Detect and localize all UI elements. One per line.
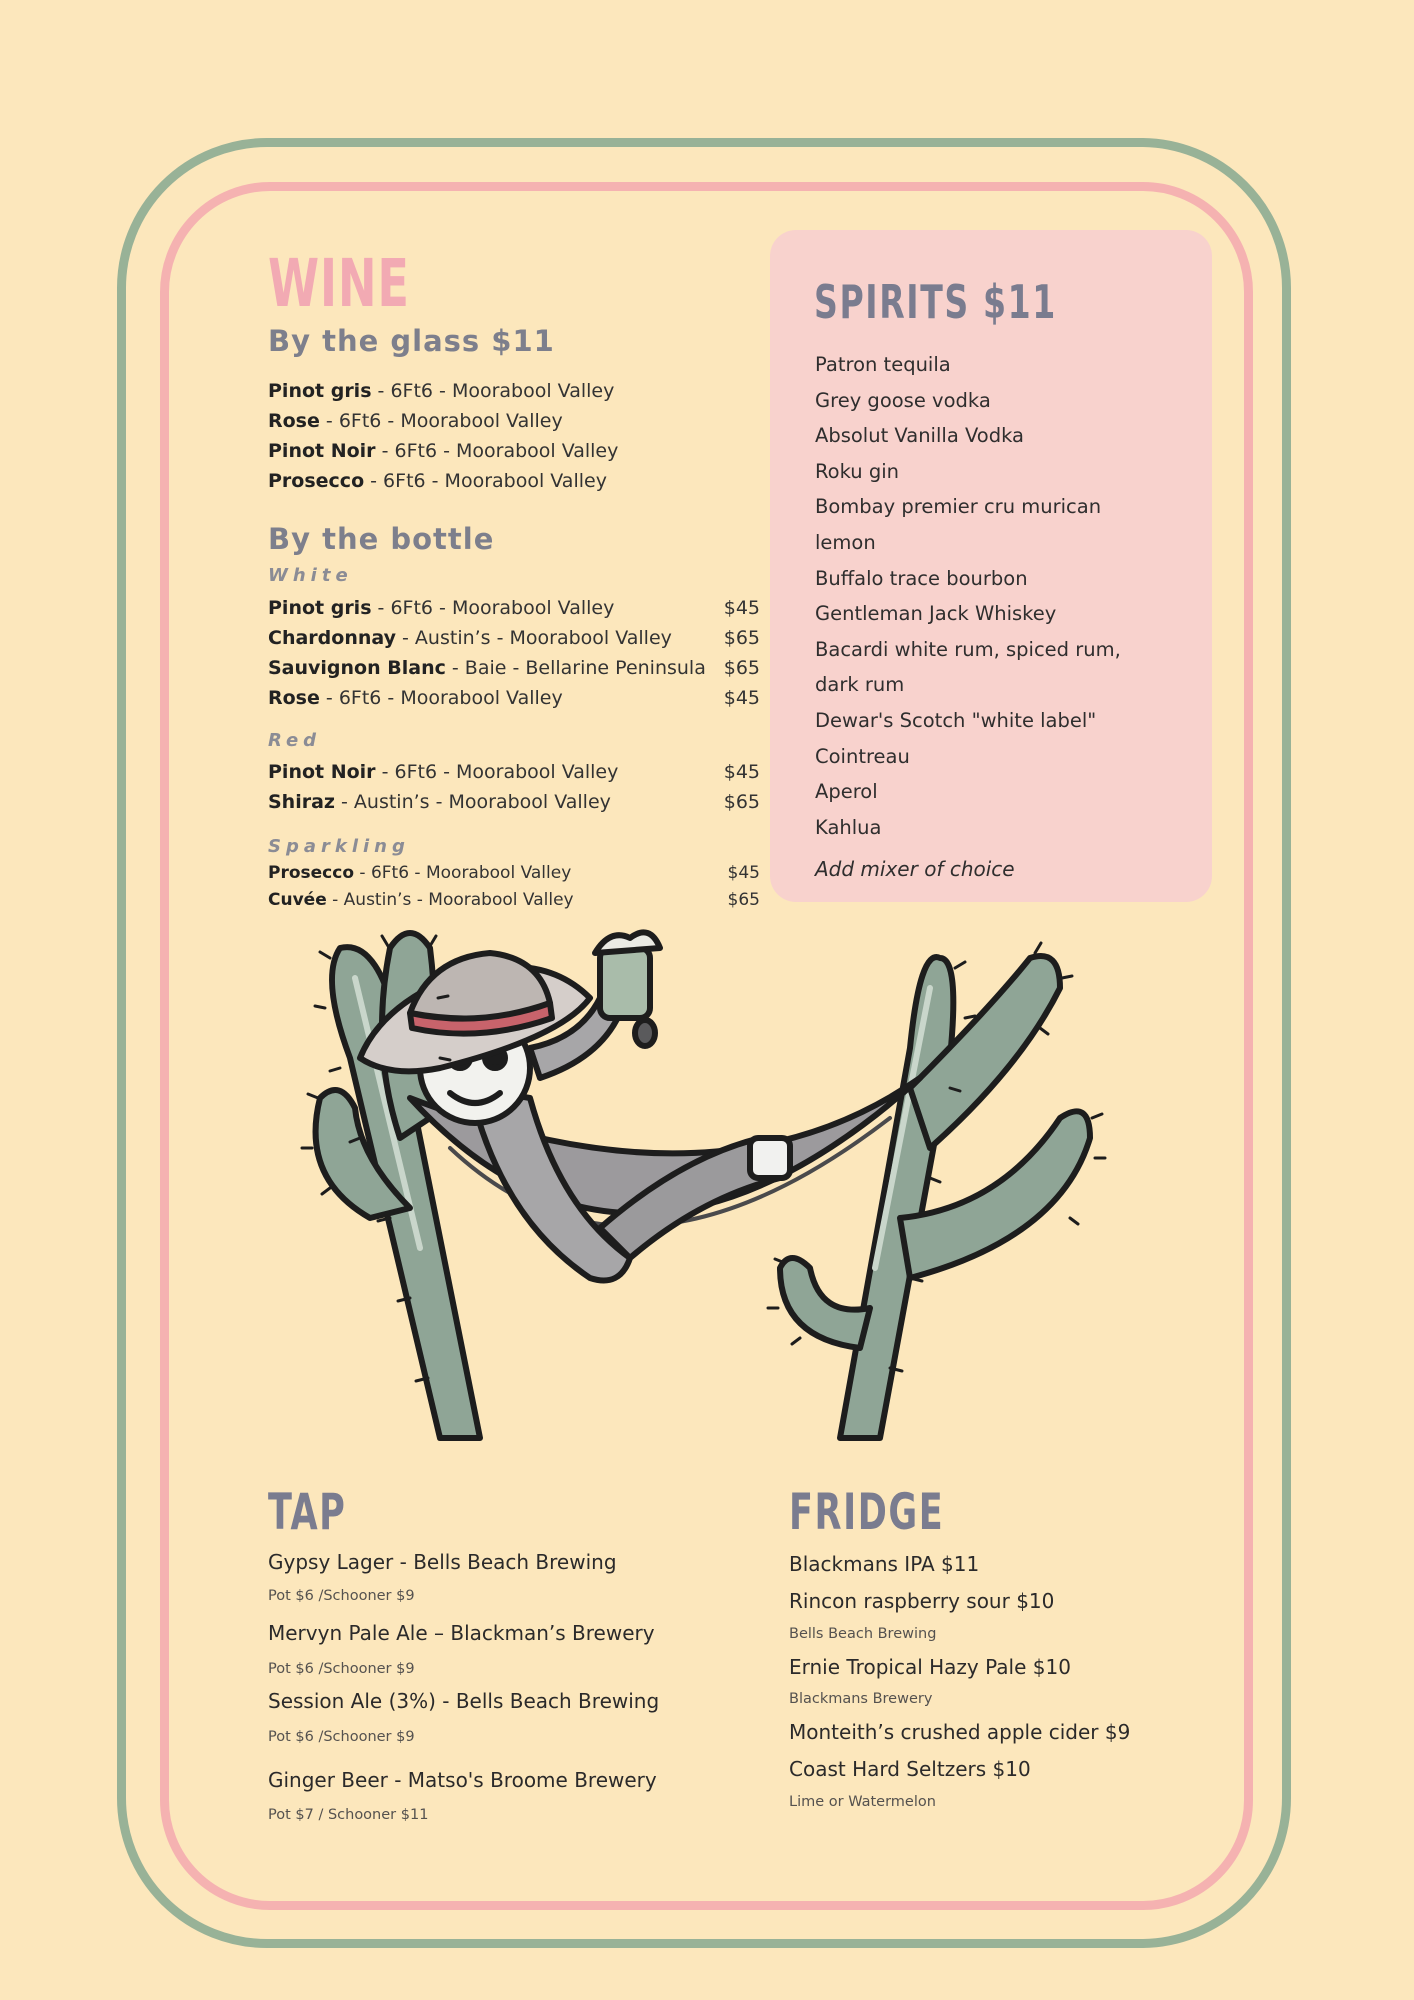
tap-item-name: Gypsy Lager - Bells Beach Brewing xyxy=(268,1550,617,1574)
list-item: Prosecco - 6Ft6 - Moorabool Valley xyxy=(268,470,607,492)
list-item: Shiraz - Austin’s - Moorabool Valley $65 xyxy=(268,791,760,813)
list-item: Pinot gris - 6Ft6 - Moorabool Valley $45 xyxy=(268,597,760,619)
fridge-title: FRIDGE xyxy=(789,1483,945,1541)
list-item: Pinot gris - 6Ft6 - Moorabool Valley xyxy=(268,380,615,402)
list-item: Kahlua xyxy=(815,815,882,839)
fridge-item-name: Blackmans IPA $11 xyxy=(789,1552,980,1576)
list-item: Chardonnay - Austin’s - Moorabool Valley $65 xyxy=(268,627,760,649)
list-item: lemon xyxy=(815,530,876,554)
tap-item-price: Pot $6 /Schooner $9 xyxy=(268,1588,415,1604)
list-item: Dewar's Scotch "white label" xyxy=(815,708,1097,732)
tap-item-price: Pot $6 /Schooner $9 xyxy=(268,1661,415,1677)
skeleton-hammock-cactus-illustration xyxy=(300,918,1120,1458)
red-wine-list xyxy=(268,757,760,817)
list-item: Prosecco - 6Ft6 - Moorabool Valley $45 xyxy=(268,863,760,883)
mixer-note: Add mixer of choice xyxy=(815,857,1015,881)
sparkling-wine-list xyxy=(268,860,760,914)
list-item: Cointreau xyxy=(815,744,910,768)
tap-item-name: Mervyn Pale Ale – Blackman’s Brewery xyxy=(268,1621,655,1645)
white-heading: White xyxy=(268,565,353,586)
list-item: Rose - 6Ft6 - Moorabool Valley xyxy=(268,410,563,432)
spirits-list xyxy=(815,347,1195,845)
fridge-item-name: Coast Hard Seltzers $10 xyxy=(789,1757,1031,1781)
red-heading: Red xyxy=(268,730,322,751)
fridge-item-sub: Lime or Watermelon xyxy=(789,1794,936,1810)
list-item: dark rum xyxy=(815,673,905,697)
list-item: Roku gin xyxy=(815,459,900,483)
list-item: Sauvignon Blanc - Baie - Bellarine Peninsula $65 xyxy=(268,657,760,679)
sparkling-heading: Sparkling xyxy=(268,836,410,857)
tap-item-name: Ginger Beer - Matso's Broome Brewery xyxy=(268,1768,657,1792)
fridge-item-sub: Blackmans Brewery xyxy=(789,1691,933,1707)
list-item: Aperol xyxy=(815,780,878,804)
tap-title: TAP xyxy=(268,1483,347,1541)
by-the-glass-list xyxy=(268,376,618,496)
list-item: Absolut Vanilla Vodka xyxy=(815,424,1024,448)
fridge-item-name: Rincon raspberry sour $10 xyxy=(789,1589,1055,1613)
list-item: Patron tequila xyxy=(815,353,951,376)
white-wine-list xyxy=(268,593,760,713)
fridge-item-name: Monteith’s crushed apple cider $9 xyxy=(789,1720,1131,1744)
fridge-item-sub: Bells Beach Brewing xyxy=(789,1626,937,1642)
spirits-title: SPIRITS $11 xyxy=(814,275,1057,329)
list-item: Grey goose vodka xyxy=(815,388,991,412)
list-item: Bacardi white rum, spiced rum, xyxy=(815,637,1121,661)
tap-item-price: Pot $6 /Schooner $9 xyxy=(268,1729,415,1745)
tap-item-price: Pot $7 / Schooner $11 xyxy=(268,1807,429,1823)
list-item: Pinot Noir - 6Ft6 - Moorabool Valley $45 xyxy=(268,761,760,783)
list-item: Pinot Noir - 6Ft6 - Moorabool Valley xyxy=(268,440,619,462)
wine-title: WINE xyxy=(268,245,410,322)
by-the-glass-heading: By the glass $11 xyxy=(268,324,555,358)
list-item: Rose - 6Ft6 - Moorabool Valley $45 xyxy=(268,687,760,709)
list-item: Gentleman Jack Whiskey xyxy=(815,602,1057,626)
list-item: Bombay premier cru murican xyxy=(815,495,1102,519)
list-item: Cuvée - Austin’s - Moorabool Valley $65 xyxy=(268,890,760,910)
list-item: Buffalo trace bourbon xyxy=(815,566,1028,590)
tap-item-name: Session Ale (3%) - Bells Beach Brewing xyxy=(268,1689,660,1713)
fridge-item-name: Ernie Tropical Hazy Pale $10 xyxy=(789,1655,1071,1679)
by-the-bottle-heading: By the bottle xyxy=(268,522,495,556)
